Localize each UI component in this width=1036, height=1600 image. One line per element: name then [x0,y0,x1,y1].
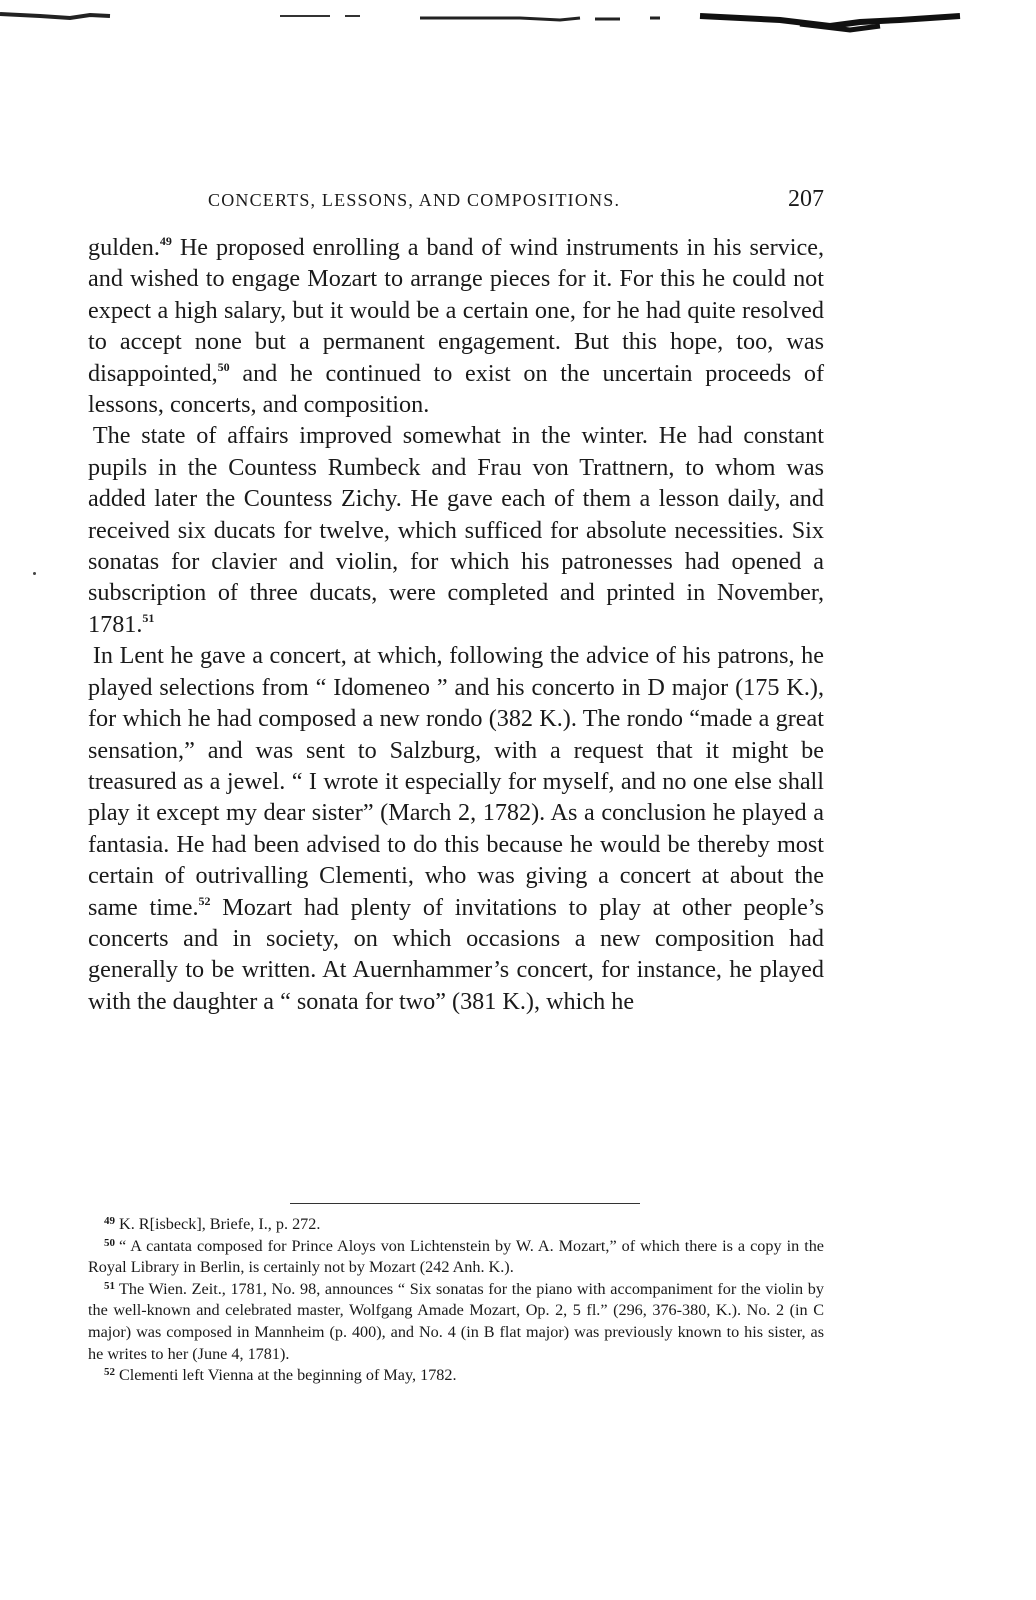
footnote-52 [88,1365,824,1387]
footnote-mark: 52 [104,1366,115,1379]
footnote-50 [88,1236,824,1279]
paragraph-2 [88,420,824,640]
footnote-ref: 51 [142,610,155,625]
paragraph-1 [88,232,824,420]
footnote-mark: 51 [104,1279,115,1292]
running-head: CONCERTS, LESSONS, AND COMPOSITIONS. [208,190,621,210]
footnote-49 [88,1214,824,1236]
page-number: 207 [788,186,824,212]
scan-speck [33,572,36,575]
footnote-mark: 50 [104,1236,115,1249]
footnote-text: The Wien. Zeit., 1781, No. 98, announces “ Six sonatas for the piano with accompaniment for the violin by the well-known and celebrated master, Wolfgang Amade Mozart, Op. 2, 5 fl.” (296, 376-380, K.). No. 2 (in C major) was composed in Mannheim (p. 400), and No. 4 (in B flat major) was previously known to his sister, as he writes to her (June 4, 1781). [88,1279,824,1363]
footnotes [88,1214,824,1387]
text-run: He proposed enrolling a band of wind instruments in his service, and wished to engage Mozart to arrange pieces for it. For this he could not expect a high salary, but it would be a certain one, for he had quite resolved to accept none but a permanent engagement. But this hope, too, was disappointed, [88,234,824,387]
footnote-51 [88,1279,824,1365]
footnote-ref: 52 [198,893,211,908]
text-run: and he continued to exist on the uncertain proceeds of lessons, concerts, and composition. [88,359,824,419]
scan-edge-artifacts [0,0,1036,40]
page-header [88,186,824,218]
text-run: gulden. [88,234,160,261]
footnote-ref: 50 [217,359,230,374]
text-run: Mozart had plenty of invitations to play at other people’s concerts and in society, on which occasions a new composition had generally to be written. At Auernhammer’s concert, for instance, he played with the daughter a “ sonata for two” (381 K.), which he [88,893,824,1015]
paragraph-3 [88,640,824,1017]
body-text [88,232,824,1017]
footnote-mark: 49 [104,1215,115,1227]
footnote-text: K. R[isbeck], Briefe, I., p. 272. [119,1215,321,1233]
footnote-text: Clementi left Vienna at the beginning of May, 1782. [119,1366,457,1385]
text-run: The state of affairs improved somewhat in the winter. He had constant pupils in the Countess Rumbeck and Frau von Trattnern, to whom was added later the Countess Zichy. He gave each of them a lesson daily, and received six ducats for twelve, which sufficed for absolute necessities. Six sonatas for clavier and violin, for which his patronesses had opened a subscription of three ducats, were completed and printed in November, 1781. [88,422,824,638]
text-run: In Lent he gave a concert, at which, following the advice of his patrons, he played selections from “ Idomeneo ” and his concerto in D major (175 K.), for which he had composed a new rondo (382 K.). The rondo “made a great sensation,” and was sent to Salzburg, with a request that it might be treasured as a jewel. “ I wrote it especially for myself, and no one else shall play it except my dear sister” (March 2, 1782). As a conclusion he played a fantasia. He had been advised to do this because he would be thereby most certain of outrivalling Clementi, who was giving a concert at about the same time. [88,642,824,921]
footnote-text: “ A cantata composed for Prince Aloys von Lichtenstein by W. A. Mozart,” of which there is a copy in the Royal Library in Berlin, is certainly not by Mozart (242 Anh. K.). [88,1236,824,1277]
footnote-ref: 49 [159,234,172,248]
footnote-separator [290,1203,640,1204]
